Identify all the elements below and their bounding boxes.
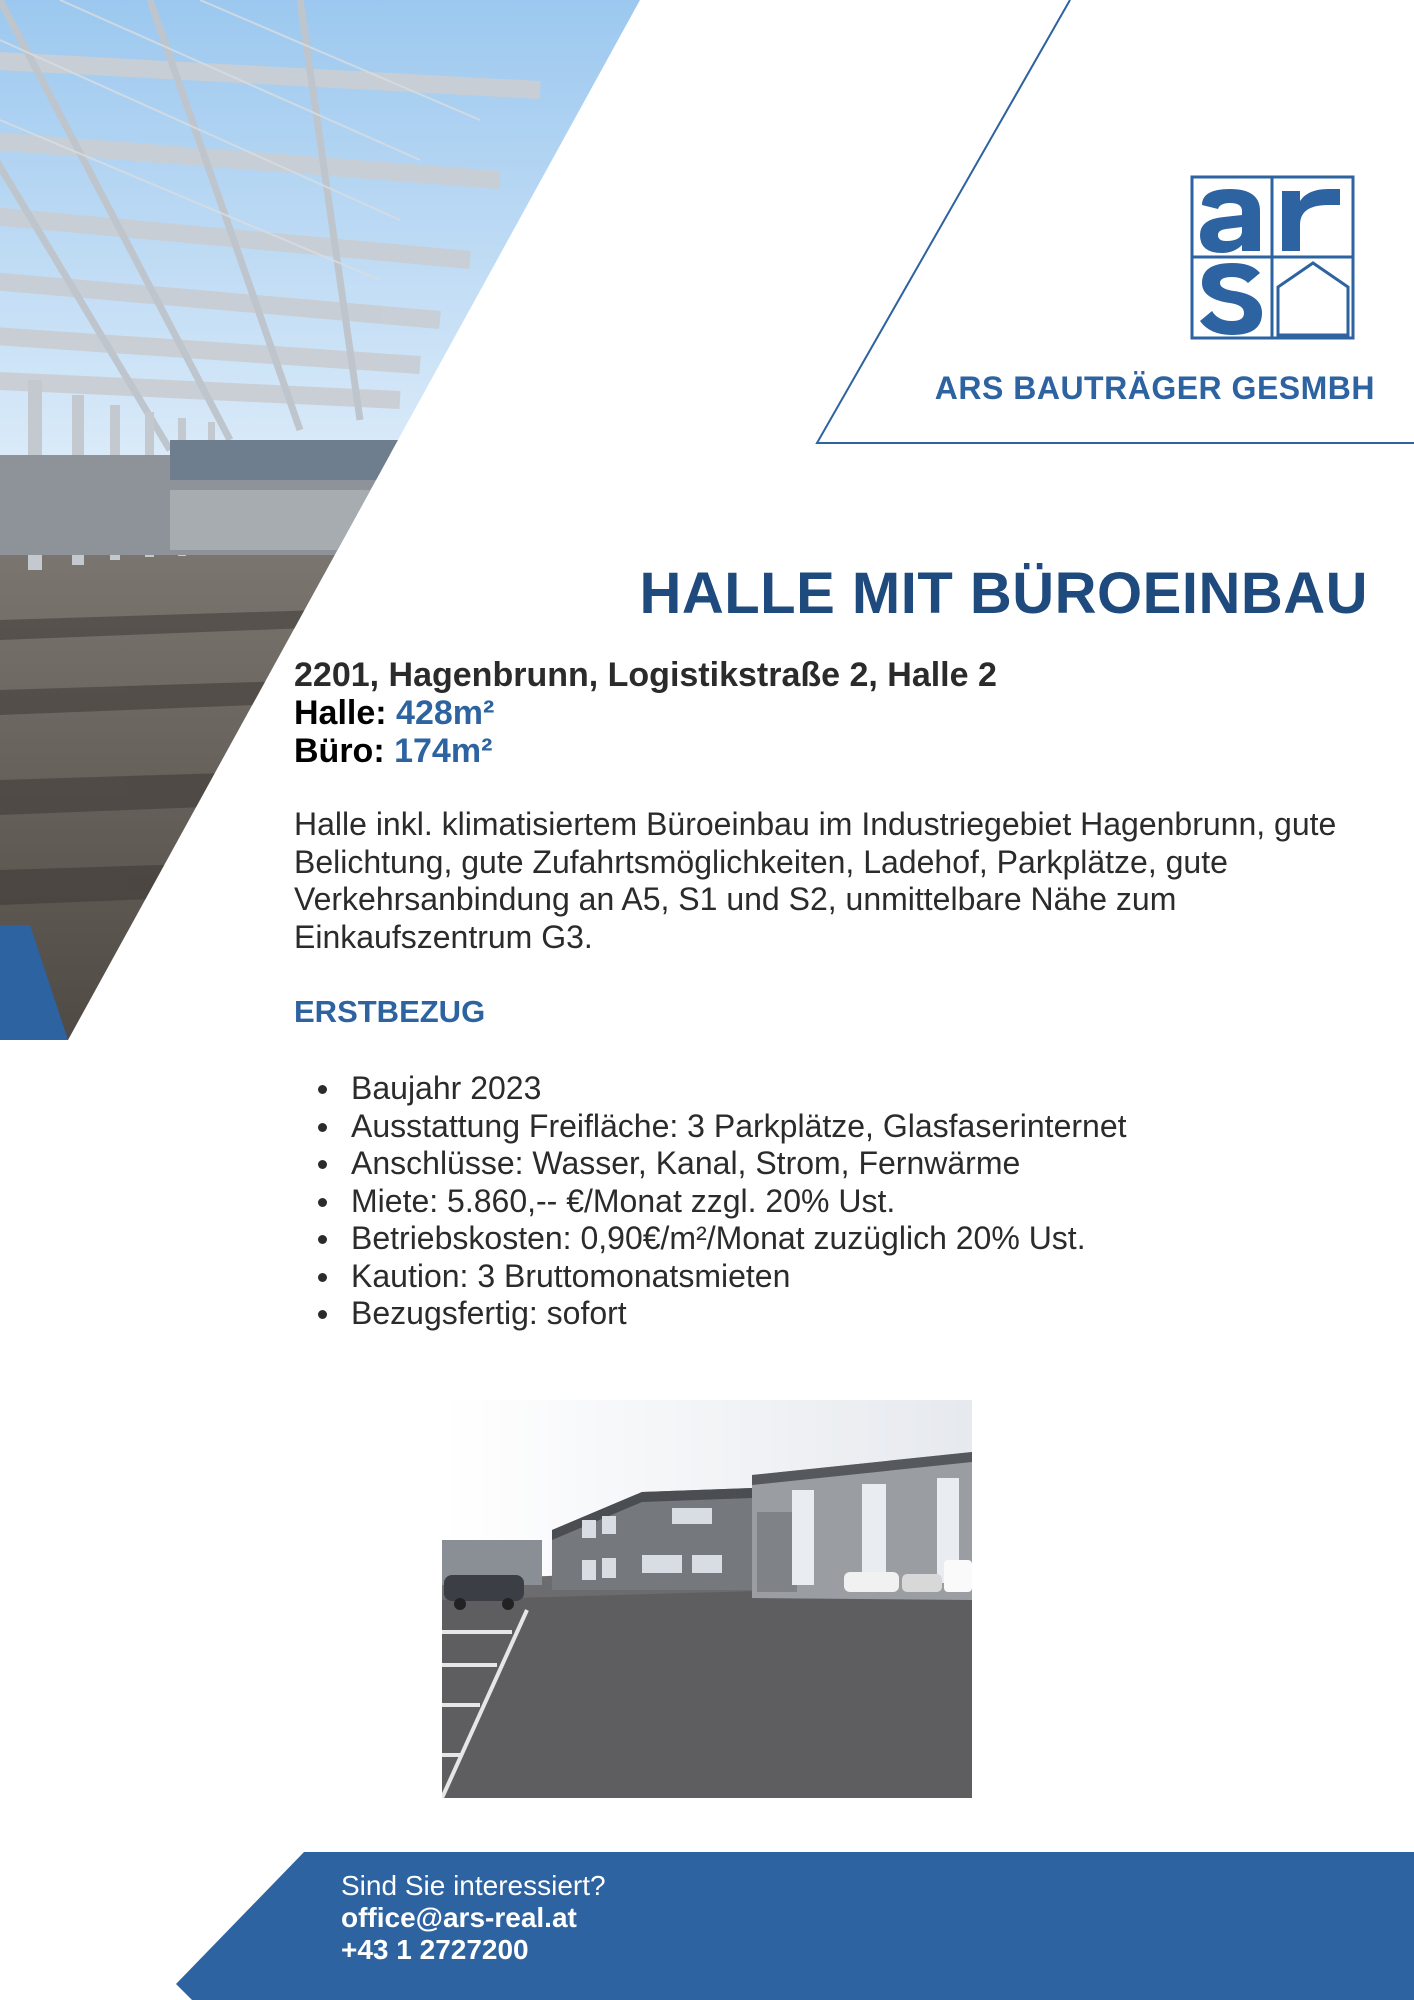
feature-list (294, 1070, 1374, 1333)
list-item: Kaution: 3 Bruttomonatsmieten (294, 1258, 1374, 1296)
list-item: Betriebskosten: 0,90€/m²/Monat zuzüglich 20% Ust. (294, 1220, 1374, 1258)
address: 2201, Hagenbrunn, Logistikstraße 2, Halle 2 (294, 656, 997, 694)
ars-logo (1190, 175, 1355, 340)
footer-phone[interactable]: +43 1 2727200 (341, 1934, 529, 1965)
page-title: HALLE MIT BÜROEINBAU (639, 561, 1368, 626)
footer-email[interactable]: office@ars-real.at (341, 1902, 577, 1933)
fact-value: 428m² (396, 694, 495, 732)
footer-banner (0, 1852, 1414, 2000)
list-item: Anschlüsse: Wasser, Kanal, Strom, Fernwärme (294, 1145, 1374, 1183)
building-photo (442, 1400, 972, 1798)
company-name: ARS BAUTRÄGER GESMBH (934, 370, 1375, 406)
fact-value: 174m² (394, 732, 493, 770)
description: Halle inkl. klimatisiertem Büroeinbau im Industriegebiet Hagenbrunn, gute Belichtung, gute Zufahrtsmöglichkeiten, Ladehof, Parkplätze, gute Verkehrsanbindung an A5, S1 und S2, unmittelbare Nähe zum Einkaufszentrum G3. (294, 806, 1337, 955)
list-item: Baujahr 2023 (294, 1070, 1374, 1108)
fact-label: Halle: (294, 694, 387, 732)
fact-label: Büro: (294, 732, 385, 770)
status-heading: ERSTBEZUG (294, 994, 486, 1029)
fact-buero (294, 732, 492, 770)
list-item: Ausstattung Freifläche: 3 Parkplätze, Glasfaserinternet (294, 1108, 1374, 1146)
list-item: Miete: 5.860,-- €/Monat zzgl. 20% Ust. (294, 1183, 1374, 1221)
fact-halle (294, 694, 494, 732)
footer-cta: Sind Sie interessiert? (341, 1870, 606, 1901)
list-item: Bezugsfertig: sofort (294, 1295, 1374, 1333)
